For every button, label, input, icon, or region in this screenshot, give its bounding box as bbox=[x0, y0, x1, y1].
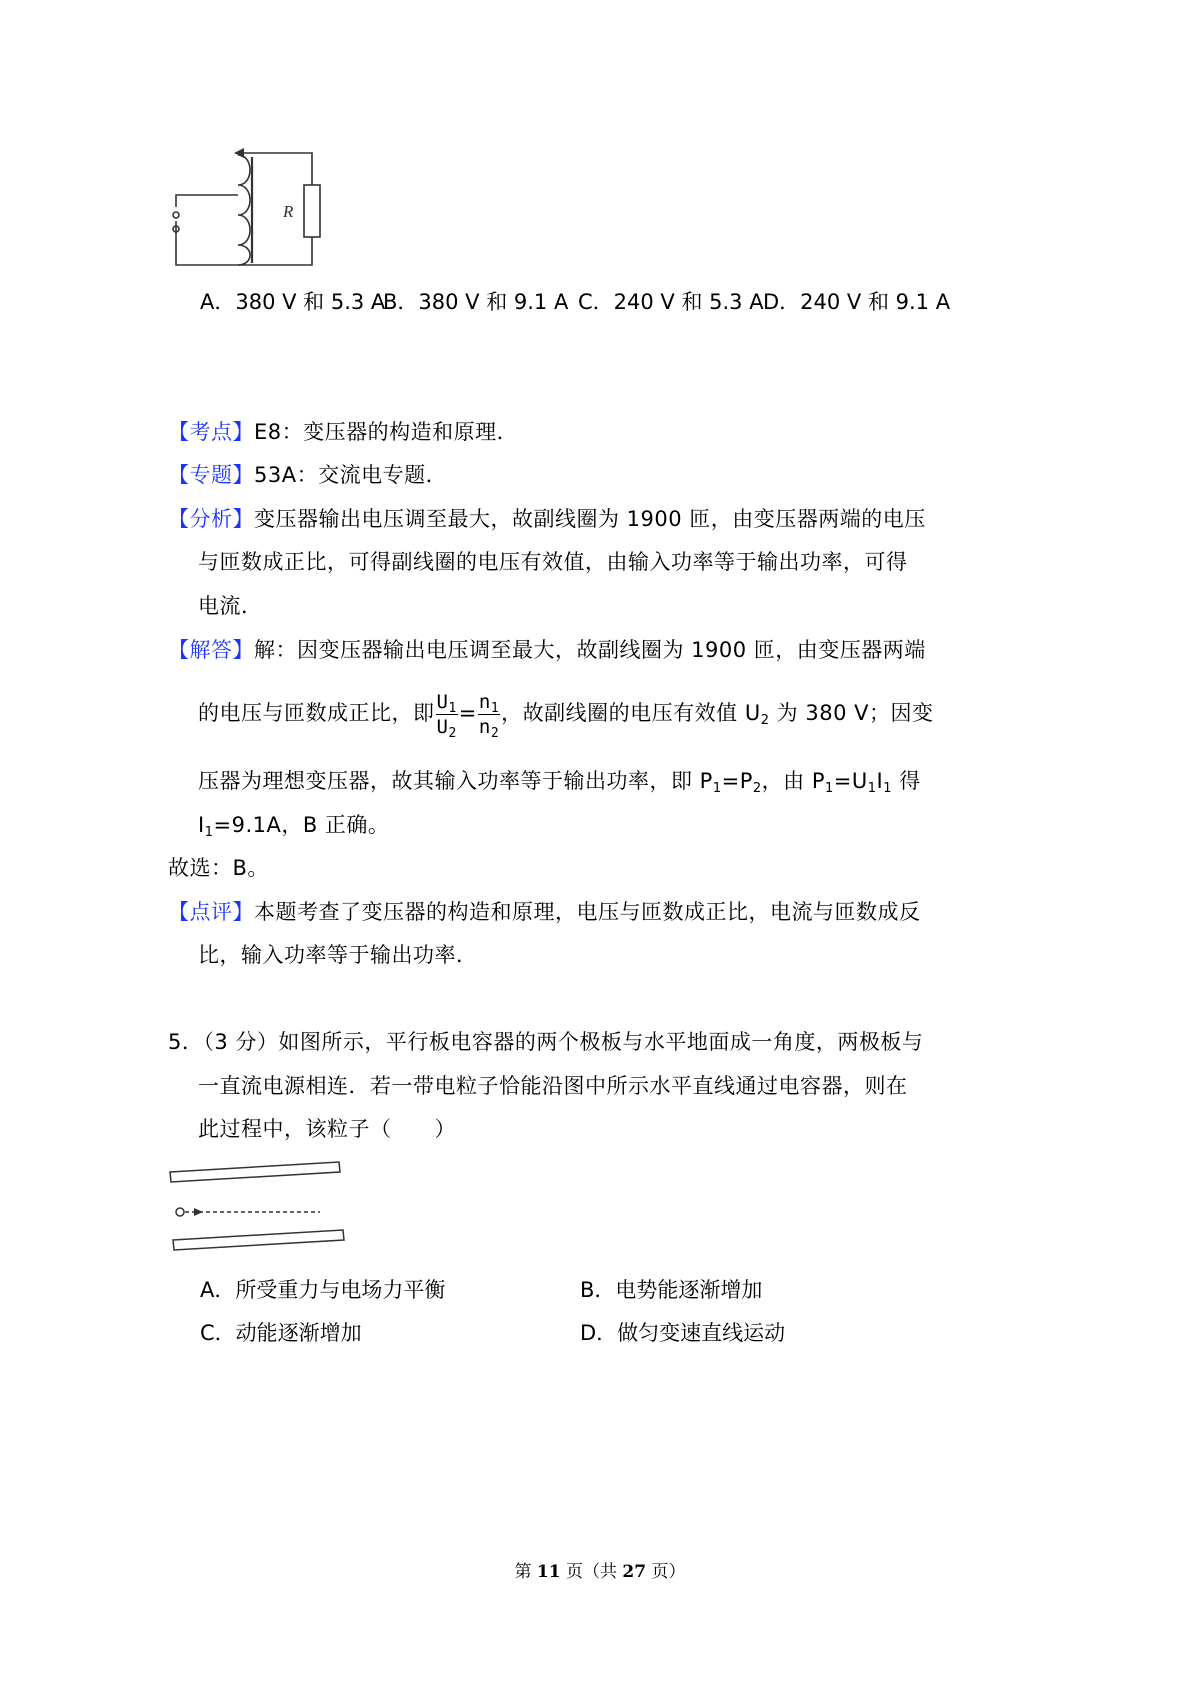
q4-option-a: A．380 V 和 5.3 A bbox=[200, 290, 386, 314]
dianping-text-1: 本题考查了变压器的构造和原理，电压与匝数成正比，电流与匝数成反 bbox=[254, 900, 921, 924]
jieda-line-4: $I_1=9.1A$，B 正确。 bbox=[198, 813, 390, 840]
zhuanti-text: 53A：交流电专题． bbox=[254, 463, 448, 487]
lower-plate bbox=[173, 1230, 344, 1250]
particle bbox=[176, 1208, 184, 1216]
kaodian-text: E8：变压器的构造和原理． bbox=[254, 420, 519, 444]
fenxi-line-2: 与匝数成正比，可得副线圈的电压有效值，由输入功率等于输出功率，可得 bbox=[198, 550, 908, 574]
transformer-circuit-figure bbox=[170, 145, 340, 275]
q5-stem-line-1: 5．（3 分）如图所示，平行板电容器的两个极板与水平地面成一角度，两极板与 bbox=[168, 1030, 924, 1054]
jieda-line-2: 的电压与匝数成正比，即 $\frac{U_1}{U_2}$ = $\frac{n_1}{n_2}$ ，故副线圈的电压有效值 $U_2$ 为 380 V；因变 bbox=[198, 690, 934, 741]
guxuan-line: 故选：B。 bbox=[168, 856, 269, 880]
fraction-u1-u2: $\frac{U_1}{U_2}$ bbox=[436, 690, 457, 741]
q5-option-a: A．所受重力与电场力平衡 bbox=[200, 1278, 446, 1302]
q5-stem-line-3: 此过程中，该粒子（ ） bbox=[198, 1117, 456, 1141]
slider-arrow-icon bbox=[234, 148, 244, 158]
zhuanti-line bbox=[168, 460, 447, 490]
q5-option-c: C．动能逐渐增加 bbox=[200, 1321, 362, 1345]
jieda-line-1 bbox=[168, 635, 926, 665]
page-total: 27 bbox=[622, 1562, 647, 1582]
jieda-text-2-mid: ，故副线圈的电压有效值 U bbox=[501, 701, 761, 725]
q4-option-b: B．380 V 和 9.1 A bbox=[383, 290, 569, 314]
page-number: 11 bbox=[536, 1562, 561, 1582]
upper-plate bbox=[170, 1162, 340, 1182]
direction-arrow-icon bbox=[194, 1208, 203, 1216]
fraction-n1-n2: $\frac{n_1}{n_2}$ bbox=[478, 690, 500, 741]
dianping-line-1 bbox=[168, 897, 921, 927]
kaodian-line bbox=[168, 417, 518, 447]
equals-sign: = bbox=[458, 701, 477, 725]
input-wire-bottom bbox=[176, 221, 242, 265]
zhuanti-tag: 【专题】 bbox=[168, 463, 254, 487]
jieda-text-1: 解：因变压器输出电压调至最大，故副线圈为 1900 匝，由变压器两端 bbox=[254, 638, 926, 662]
jieda-line-3: 压器为理想变压器，故其输入功率等于输出功率，即 $P_1=P_2$，由 $P_1=U_1I_1$ 得 bbox=[198, 769, 921, 796]
dianping-tag: 【点评】 bbox=[168, 900, 254, 924]
coil bbox=[238, 155, 250, 265]
jieda-tag: 【解答】 bbox=[168, 638, 254, 662]
resistor-label: R bbox=[283, 202, 294, 221]
q5-option-b: B．电势能逐渐增加 bbox=[580, 1278, 763, 1302]
q4-option-d: D．240 V 和 9.1 A bbox=[763, 290, 951, 314]
input-terminal-top bbox=[173, 212, 179, 218]
q4-option-c: C．240 V 和 5.3 A bbox=[578, 290, 764, 314]
kaodian-tag: 【考点】 bbox=[168, 420, 254, 444]
q5-stem-line-2: 一直流电源相连．若一带电粒子恰能沿图中所示水平直线通过电容器，则在 bbox=[198, 1074, 908, 1098]
page-footer: 第 11 页（共 27 页） bbox=[514, 1562, 686, 1582]
jieda-text-2-post: 为 380 V；因变 bbox=[769, 701, 934, 725]
fenxi-text-1: 变压器输出电压调至最大，故副线圈为 1900 匝，由变压器两端的电压 bbox=[254, 507, 926, 531]
resistor bbox=[304, 185, 320, 237]
jieda-text-2-pre: 的电压与匝数成正比，即 bbox=[198, 701, 435, 725]
fenxi-line-3: 电流． bbox=[198, 594, 263, 618]
q5-option-d: D．做匀变速直线运动 bbox=[580, 1321, 786, 1345]
fenxi-line-1 bbox=[168, 504, 926, 534]
input-wire-top bbox=[176, 195, 238, 207]
capacitor-figure bbox=[165, 1158, 355, 1258]
dianping-line-2: 比，输入功率等于输出功率． bbox=[198, 943, 478, 967]
fenxi-tag: 【分析】 bbox=[168, 507, 254, 531]
